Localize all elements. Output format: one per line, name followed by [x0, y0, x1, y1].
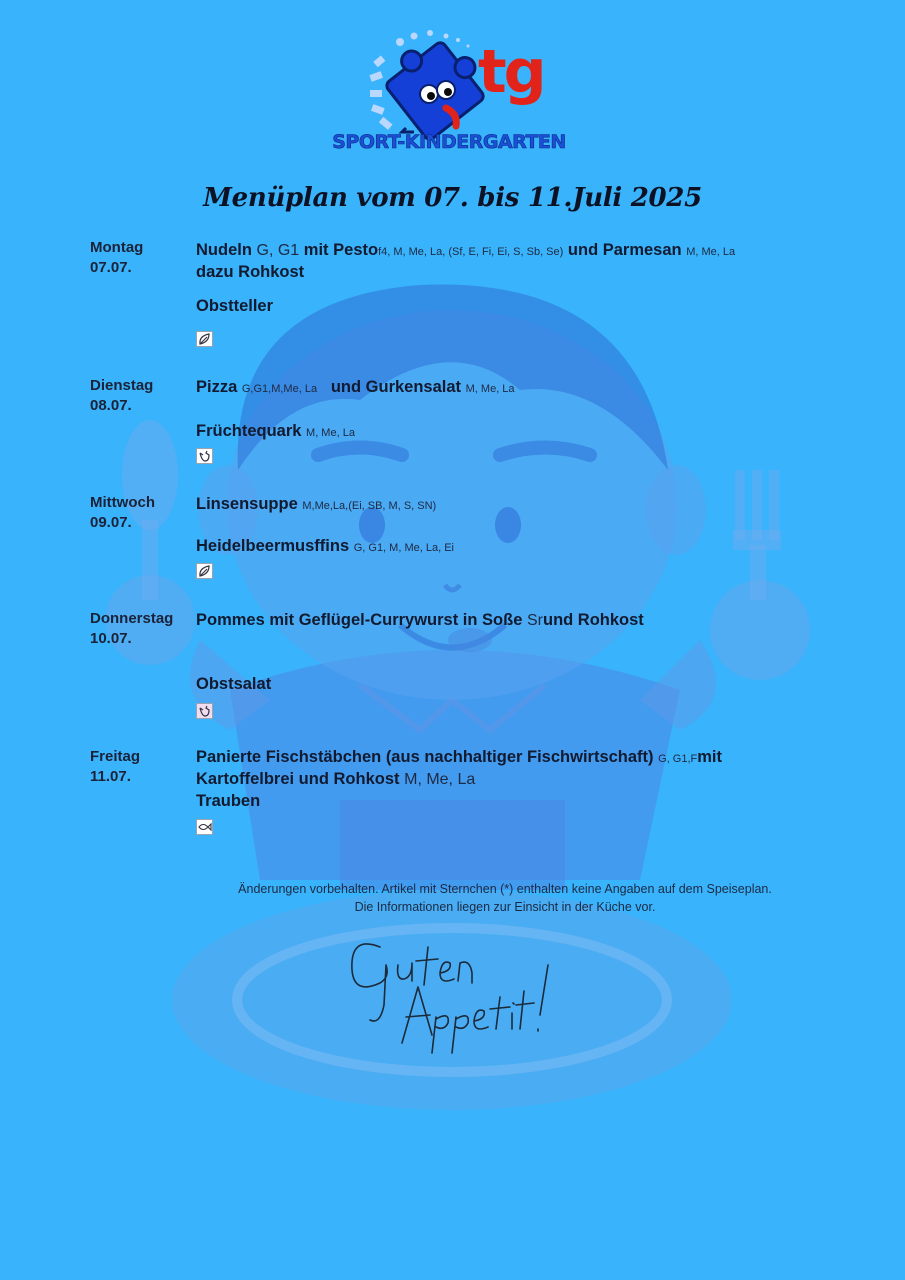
menu-item: Obstsalat — [196, 675, 272, 693]
menu-item: Trauben — [196, 792, 261, 810]
guten-appetit-signature — [340, 925, 560, 1055]
leaf-icon — [196, 563, 213, 579]
logo-name: SPORT-KINDERGARTEN — [332, 131, 566, 153]
footer-note: Änderungen vorbehalten. Artikel mit Sternchen (*) enthalten keine Angaben auf dem Speiseplan. Die Informationen liegen zur Einsicht in der Küche vor. — [238, 882, 772, 914]
menu-item: Pizza G,G1,M,Me, La und Gurkensalat M, Me, La — [196, 378, 515, 396]
menu-item: dazu Rohkost — [196, 263, 305, 281]
menu-item: Obstteller — [196, 297, 274, 315]
day-label-friday: Freitag 11.07. — [90, 748, 141, 785]
day-label-wednesday: Mittwoch 09.07. — [90, 494, 155, 531]
menu-item: Heidelbeermusffins G, G1, M, Me, La, Ei — [196, 537, 454, 555]
day-label-tuesday: Dienstag 08.07. — [90, 377, 154, 414]
day-label-thursday: Donnerstag 10.07. — [90, 610, 174, 647]
chicken-icon — [196, 448, 213, 464]
menu-item: Pommes mit Geflügel-Currywurst in Soße Srund Rohkost — [196, 611, 644, 629]
menu-item: Linsensuppe M,Me,La,(Ei, SB, M, S, SN) — [196, 495, 437, 513]
menu-item: Nudeln G, G1 mit Pestof4, M, Me, La, (Sf, E, Fi, Ei, S, Sb, Se) und Parmesan M, Me, La — [196, 241, 736, 259]
page-title: Menüplan vom 07. bis 11.Juli 2025 — [203, 183, 702, 213]
chicken-icon — [196, 703, 213, 719]
day-label-monday: Montag 07.07. — [90, 239, 144, 276]
menu-item: Früchtequark M, Me, La — [196, 422, 355, 440]
menu-item: Panierte Fischstäbchen (aus nachhaltiger Fischwirtschaft) G, G1,Fmit — [196, 748, 723, 766]
fish-icon — [196, 819, 213, 835]
logo-tg-mark: tg — [478, 37, 544, 107]
leaf-icon — [196, 331, 213, 347]
menu-item: Kartoffelbrei und Rohkost M, Me, La — [196, 770, 476, 788]
